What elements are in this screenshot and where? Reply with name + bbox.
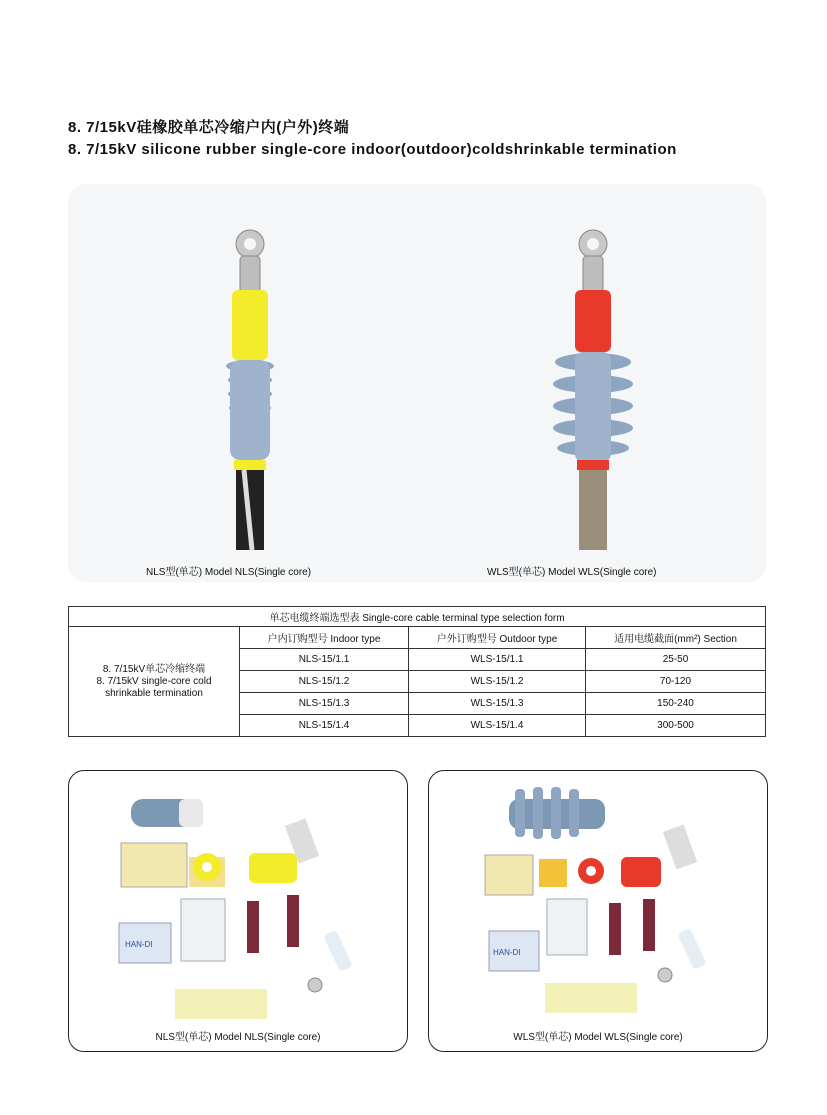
nls-termination-image [200,228,310,558]
table-row: NLS-15/1.3 WLS-15/1.3 150-240 [69,693,766,715]
svg-text:HAN-DI: HAN-DI [125,940,153,949]
table-heading: 单芯电缆终端选型表 Single-core cable terminal type selection form [69,607,766,627]
svg-text:HAN-DI: HAN-DI [493,948,521,957]
table-row: NLS-15/1.4 WLS-15/1.4 300-500 [69,715,766,737]
wls-caption: WLS型(单芯) Model WLS(Single core) [487,567,657,578]
table-row-label: 8. 7/15kV单芯冷缩终端 8. 7/15kV single-core cold shrinkable termination [69,627,240,737]
table-row: NLS-15/1.2 WLS-15/1.2 70-120 [69,671,766,693]
column-header-section: 适用电缆截面(mm²) Section [586,627,766,649]
nls-kit-caption: NLS型(单芯) Model NLS(Single core) [155,1032,321,1043]
table-row: NLS-15/1.1 WLS-15/1.1 25-50 [69,649,766,671]
wls-kit-caption: WLS型(单芯) Model WLS(Single core) [513,1032,683,1043]
nls-caption: NLS型(单芯) Model NLS(Single core) [146,567,312,578]
column-header-outdoor: 户外订购型号 Outdoor type [409,627,586,649]
nls-kit-image [69,771,407,1021]
column-header-indoor: 户内订购型号 Indoor type [240,627,409,649]
selection-table [68,606,766,737]
title-chinese: 8. 7/15kV硅橡胶单芯冷缩户内(户外)终端 [68,119,350,136]
title-english: 8. 7/15kV silicone rubber single-core indoor(outdoor)coldshrinkable termination [68,141,677,158]
wls-kit-panel [428,770,768,1052]
nls-kit-panel [68,770,408,1052]
wls-kit-image [429,771,767,1021]
wls-termination-image [535,228,665,558]
